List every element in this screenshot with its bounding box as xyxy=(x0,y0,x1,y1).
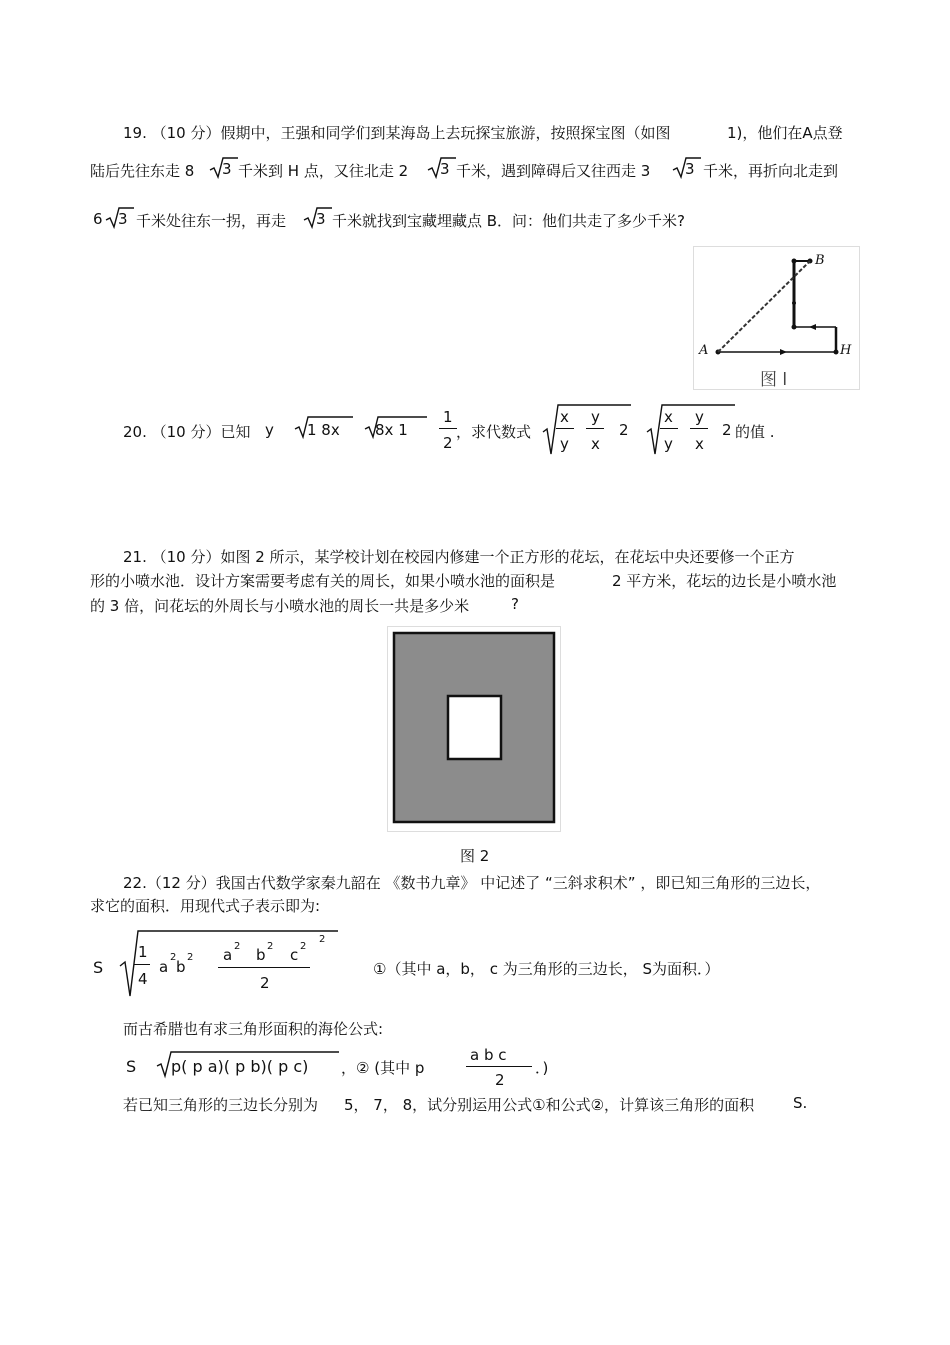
figure-1-caption: 图 l xyxy=(760,370,788,390)
q20-x-den-1: x xyxy=(591,435,600,453)
q20-x-num-2: x xyxy=(664,408,673,426)
q22-line4-a: 若已知三角形的三边长分别为 xyxy=(123,1096,319,1114)
q19-line1-ref: 1)，他们在A点登 xyxy=(727,124,843,142)
q19-sqrt3-2: 3 xyxy=(440,160,450,178)
fraction-bar xyxy=(586,428,604,429)
q19-sqrt3-1: 3 xyxy=(222,160,232,178)
q20-y-num-1: y xyxy=(591,408,600,426)
q22-heron: p( p a)( p b)( p c) xyxy=(171,1057,309,1076)
q20-y: y xyxy=(265,421,274,439)
q22-f1-num-c-exp: 2 xyxy=(300,941,307,952)
q19-line3-a: 6 xyxy=(93,210,103,228)
q21-line2-a: 形的小喷水池．设计方案需要考虑有关的周长，如果小喷水池的面积是 xyxy=(90,572,556,590)
q22-heron-num: a b c xyxy=(470,1046,507,1064)
fraction-bar xyxy=(466,1066,532,1067)
q22-line1: 22.（12 分）我国古代数学家秦九韶在 《数书九章》 中记述了 “三斜求积术” ，即已知三角形的三边长， xyxy=(123,874,821,892)
q19-line3-c: 千米就找到宝藏埋藏点 B．问：他们共走了多少千米? xyxy=(332,212,686,230)
q20-half-den: 2 xyxy=(443,434,453,452)
q19-sqrt3-3: 3 xyxy=(685,160,695,178)
q20-rad1: 1 8x xyxy=(307,421,340,439)
label-h: H xyxy=(840,343,852,358)
q22-f1-den: 2 xyxy=(260,974,270,992)
q20-prefix: 20. （10 分）已知 xyxy=(123,423,251,441)
q20-two-1: 2 xyxy=(619,421,629,439)
fraction-bar xyxy=(218,967,310,968)
q22-line2: 求它的面积．用现代式子表示即为: xyxy=(90,897,321,915)
q22-heron-mid: ，② (其中 p xyxy=(341,1059,425,1077)
fraction-bar xyxy=(134,964,150,965)
fraction-bar xyxy=(556,428,574,429)
q22-line4-b: 5， 7， 8，试分别运用公式①和公式②，计算该三角形的面积 xyxy=(344,1096,755,1114)
q22-f1-outer-exp: 2 xyxy=(319,934,326,945)
q21-line2-b: 2 平方米，花坛的边长是小喷水池 xyxy=(612,572,837,590)
q22-line3: 而古希腊也有求三角形面积的海伦公式: xyxy=(123,1020,384,1038)
q22-f1-num-a: a xyxy=(223,946,233,964)
q19-sqrt3-5: 3 xyxy=(316,210,326,228)
q21-line1: 21. （10 分）如图 2 所示，某学校计划在校园内修建一个正方形的花坛，在花坛中央还要修一个正方 xyxy=(123,548,795,566)
q22-heron-end: ．) xyxy=(535,1059,549,1077)
q19-line3-b: 千米处往东一拐，再走 xyxy=(136,212,287,230)
label-b: B xyxy=(815,253,825,268)
flower-bed-diagram xyxy=(388,627,560,831)
q19-sqrt3-4: 3 xyxy=(118,210,128,228)
q22-f1-b-exp: 2 xyxy=(187,952,194,963)
q22-f1-b: b xyxy=(176,958,186,976)
fraction-bar xyxy=(690,428,708,429)
q20-y-num-2: y xyxy=(695,408,704,426)
q22-f1-a: a xyxy=(159,958,169,976)
q20-rad2: 8x 1 xyxy=(375,421,408,439)
q22-f1-num-a-exp: 2 xyxy=(234,941,241,952)
q22-s-1: S xyxy=(93,958,104,977)
figure-2 xyxy=(387,626,561,832)
q20-half-num: 1 xyxy=(443,408,453,426)
q21-line3-b: ? xyxy=(511,595,519,613)
q20-y-den-2: y xyxy=(664,435,673,453)
figure-2-caption: 图 2 xyxy=(460,847,490,865)
q19-line1: 19. （10 分）假期中，王强和同学们到某海岛上去玩探宝旅游，按照探宝图（如图 xyxy=(123,124,671,142)
q20-x-num-1: x xyxy=(560,408,569,426)
q22-f1-num-b-exp: 2 xyxy=(267,941,274,952)
fountain-pool xyxy=(448,696,501,759)
q20-two-2: 2 xyxy=(722,421,732,439)
q22-s-2: S xyxy=(126,1057,137,1076)
label-a: A xyxy=(699,343,709,358)
fraction-bar xyxy=(660,428,678,429)
q20-suffix: 的值 . xyxy=(735,423,775,441)
q22-f1-num-c: c xyxy=(290,946,299,964)
q22-heron-den: 2 xyxy=(495,1071,505,1089)
sqrt-icon xyxy=(118,928,340,1004)
q22-line4-c: S. xyxy=(793,1094,808,1112)
q22-f1-a-exp: 2 xyxy=(170,952,177,963)
q19-line2-d: 千米，再折向北走到 xyxy=(703,162,839,180)
q20-y-den-1: y xyxy=(560,435,569,453)
q19-line2-a: 陆后先往东走 8 xyxy=(90,162,195,180)
q22-f1-four: 4 xyxy=(138,970,148,988)
q22-f1-num-b: b xyxy=(256,946,266,964)
q19-line2-c: 千米，遇到障碍后又往西走 3 xyxy=(456,162,651,180)
fraction-bar xyxy=(439,428,457,429)
q20-x-den-2: x xyxy=(695,435,704,453)
q19-line2-b: 千米到 H 点，又往北走 2 xyxy=(238,162,409,180)
figure-1 xyxy=(693,246,860,390)
q20-mid: ，求代数式 xyxy=(456,423,532,441)
q22-f1-one: 1 xyxy=(138,943,148,961)
q22-f1-note: ①（其中 a，b， c 为三角形的三边长， S为面积．） xyxy=(373,960,720,978)
q21-line3-a: 的 3 倍，问花坛的外周长与小喷水池的周长一共是多少米 xyxy=(90,597,470,615)
